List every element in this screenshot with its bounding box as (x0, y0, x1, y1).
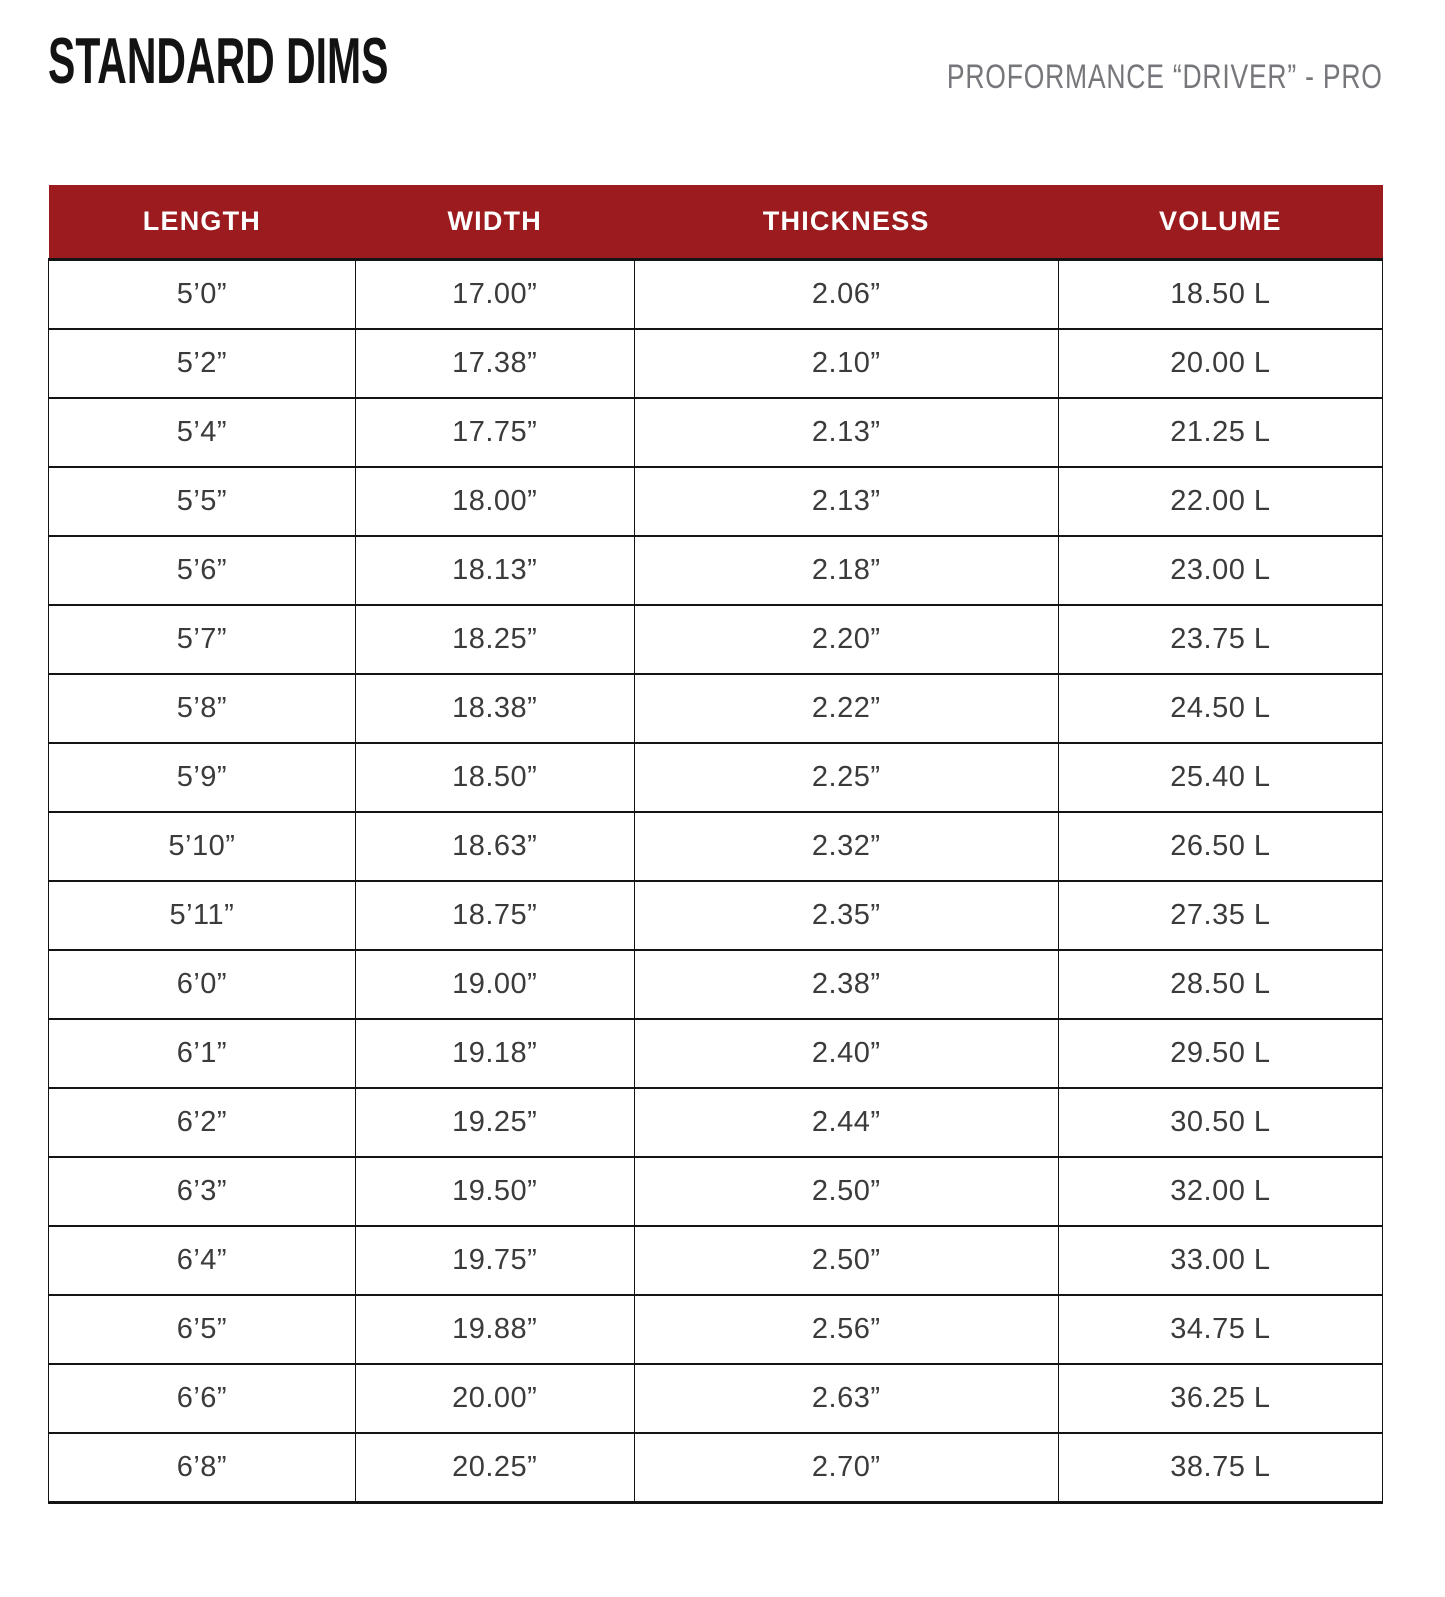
table-header (49, 185, 1383, 260)
cell-volume: 30.50 L (1058, 1088, 1382, 1157)
cell-volume: 32.00 L (1058, 1157, 1382, 1226)
cell-thickness: 2.44” (634, 1088, 1058, 1157)
header-row (49, 185, 1383, 260)
cell-length: 6’2” (49, 1088, 356, 1157)
cell-thickness: 2.20” (634, 605, 1058, 674)
cell-thickness: 2.40” (634, 1019, 1058, 1088)
cell-width: 19.88” (355, 1295, 634, 1364)
table-row (49, 1295, 1383, 1364)
cell-volume: 24.50 L (1058, 674, 1382, 743)
table-row (49, 1019, 1383, 1088)
cell-thickness: 2.38” (634, 950, 1058, 1019)
cell-width: 17.00” (355, 260, 634, 330)
cell-thickness: 2.18” (634, 536, 1058, 605)
table-row (49, 1088, 1383, 1157)
table-row (49, 260, 1383, 330)
cell-width: 18.63” (355, 812, 634, 881)
cell-volume: 26.50 L (1058, 812, 1382, 881)
table-row (49, 1433, 1383, 1503)
cell-width: 17.75” (355, 398, 634, 467)
cell-thickness: 2.56” (634, 1295, 1058, 1364)
table-row (49, 398, 1383, 467)
cell-width: 18.13” (355, 536, 634, 605)
cell-length: 5’8” (49, 674, 356, 743)
cell-width: 18.25” (355, 605, 634, 674)
table-row (49, 950, 1383, 1019)
table-row (49, 329, 1383, 398)
cell-width: 18.00” (355, 467, 634, 536)
table-row (49, 1364, 1383, 1433)
cell-width: 19.00” (355, 950, 634, 1019)
cell-thickness: 2.22” (634, 674, 1058, 743)
cell-volume: 38.75 L (1058, 1433, 1382, 1503)
column-header-length: LENGTH (49, 185, 356, 260)
cell-length: 5’7” (49, 605, 356, 674)
cell-length: 5’6” (49, 536, 356, 605)
cell-length: 5’2” (49, 329, 356, 398)
cell-volume: 34.75 L (1058, 1295, 1382, 1364)
cell-width: 18.75” (355, 881, 634, 950)
cell-length: 6’8” (49, 1433, 356, 1503)
cell-thickness: 2.63” (634, 1364, 1058, 1433)
cell-thickness: 2.25” (634, 743, 1058, 812)
column-header-thickness: THICKNESS (634, 185, 1058, 260)
masthead (48, 0, 1383, 96)
cell-length: 5’11” (49, 881, 356, 950)
table-row (49, 467, 1383, 536)
cell-thickness: 2.13” (634, 398, 1058, 467)
cell-width: 18.50” (355, 743, 634, 812)
table-row (49, 674, 1383, 743)
dims-table (48, 185, 1383, 1504)
cell-thickness: 2.06” (634, 260, 1058, 330)
cell-width: 19.25” (355, 1088, 634, 1157)
cell-volume: 25.40 L (1058, 743, 1382, 812)
cell-volume: 22.00 L (1058, 467, 1382, 536)
cell-volume: 36.25 L (1058, 1364, 1382, 1433)
cell-thickness: 2.50” (634, 1226, 1058, 1295)
cell-volume: 23.00 L (1058, 536, 1382, 605)
cell-length: 6’1” (49, 1019, 356, 1088)
page-title: STANDARD DIMS (48, 24, 389, 97)
cell-thickness: 2.13” (634, 467, 1058, 536)
table-row (49, 536, 1383, 605)
table-row (49, 1226, 1383, 1295)
cell-length: 5’4” (49, 398, 356, 467)
cell-width: 19.75” (355, 1226, 634, 1295)
cell-length: 6’4” (49, 1226, 356, 1295)
cell-width: 20.25” (355, 1433, 634, 1503)
cell-length: 5’9” (49, 743, 356, 812)
cell-thickness: 2.70” (634, 1433, 1058, 1503)
table-row (49, 605, 1383, 674)
cell-length: 6’3” (49, 1157, 356, 1226)
cell-length: 6’5” (49, 1295, 356, 1364)
cell-width: 19.18” (355, 1019, 634, 1088)
table-row (49, 1157, 1383, 1226)
cell-thickness: 2.35” (634, 881, 1058, 950)
cell-length: 5’5” (49, 467, 356, 536)
cell-length: 5’10” (49, 812, 356, 881)
cell-length: 6’0” (49, 950, 356, 1019)
cell-thickness: 2.10” (634, 329, 1058, 398)
cell-volume: 21.25 L (1058, 398, 1382, 467)
table-row (49, 881, 1383, 950)
cell-volume: 23.75 L (1058, 605, 1382, 674)
cell-volume: 33.00 L (1058, 1226, 1382, 1295)
cell-thickness: 2.32” (634, 812, 1058, 881)
cell-length: 5’0” (49, 260, 356, 330)
cell-volume: 20.00 L (1058, 329, 1382, 398)
cell-width: 17.38” (355, 329, 634, 398)
column-header-volume: VOLUME (1058, 185, 1382, 260)
cell-width: 19.50” (355, 1157, 634, 1226)
cell-volume: 27.35 L (1058, 881, 1382, 950)
table-body (49, 260, 1383, 1503)
cell-volume: 29.50 L (1058, 1019, 1382, 1088)
cell-width: 20.00” (355, 1364, 634, 1433)
model-subtitle: PROFORMANCE “DRIVER” - PRO (947, 58, 1383, 96)
cell-volume: 28.50 L (1058, 950, 1382, 1019)
cell-thickness: 2.50” (634, 1157, 1058, 1226)
cell-volume: 18.50 L (1058, 260, 1382, 330)
cell-width: 18.38” (355, 674, 634, 743)
cell-length: 6’6” (49, 1364, 356, 1433)
table-row (49, 743, 1383, 812)
table-row (49, 812, 1383, 881)
column-header-width: WIDTH (355, 185, 634, 260)
